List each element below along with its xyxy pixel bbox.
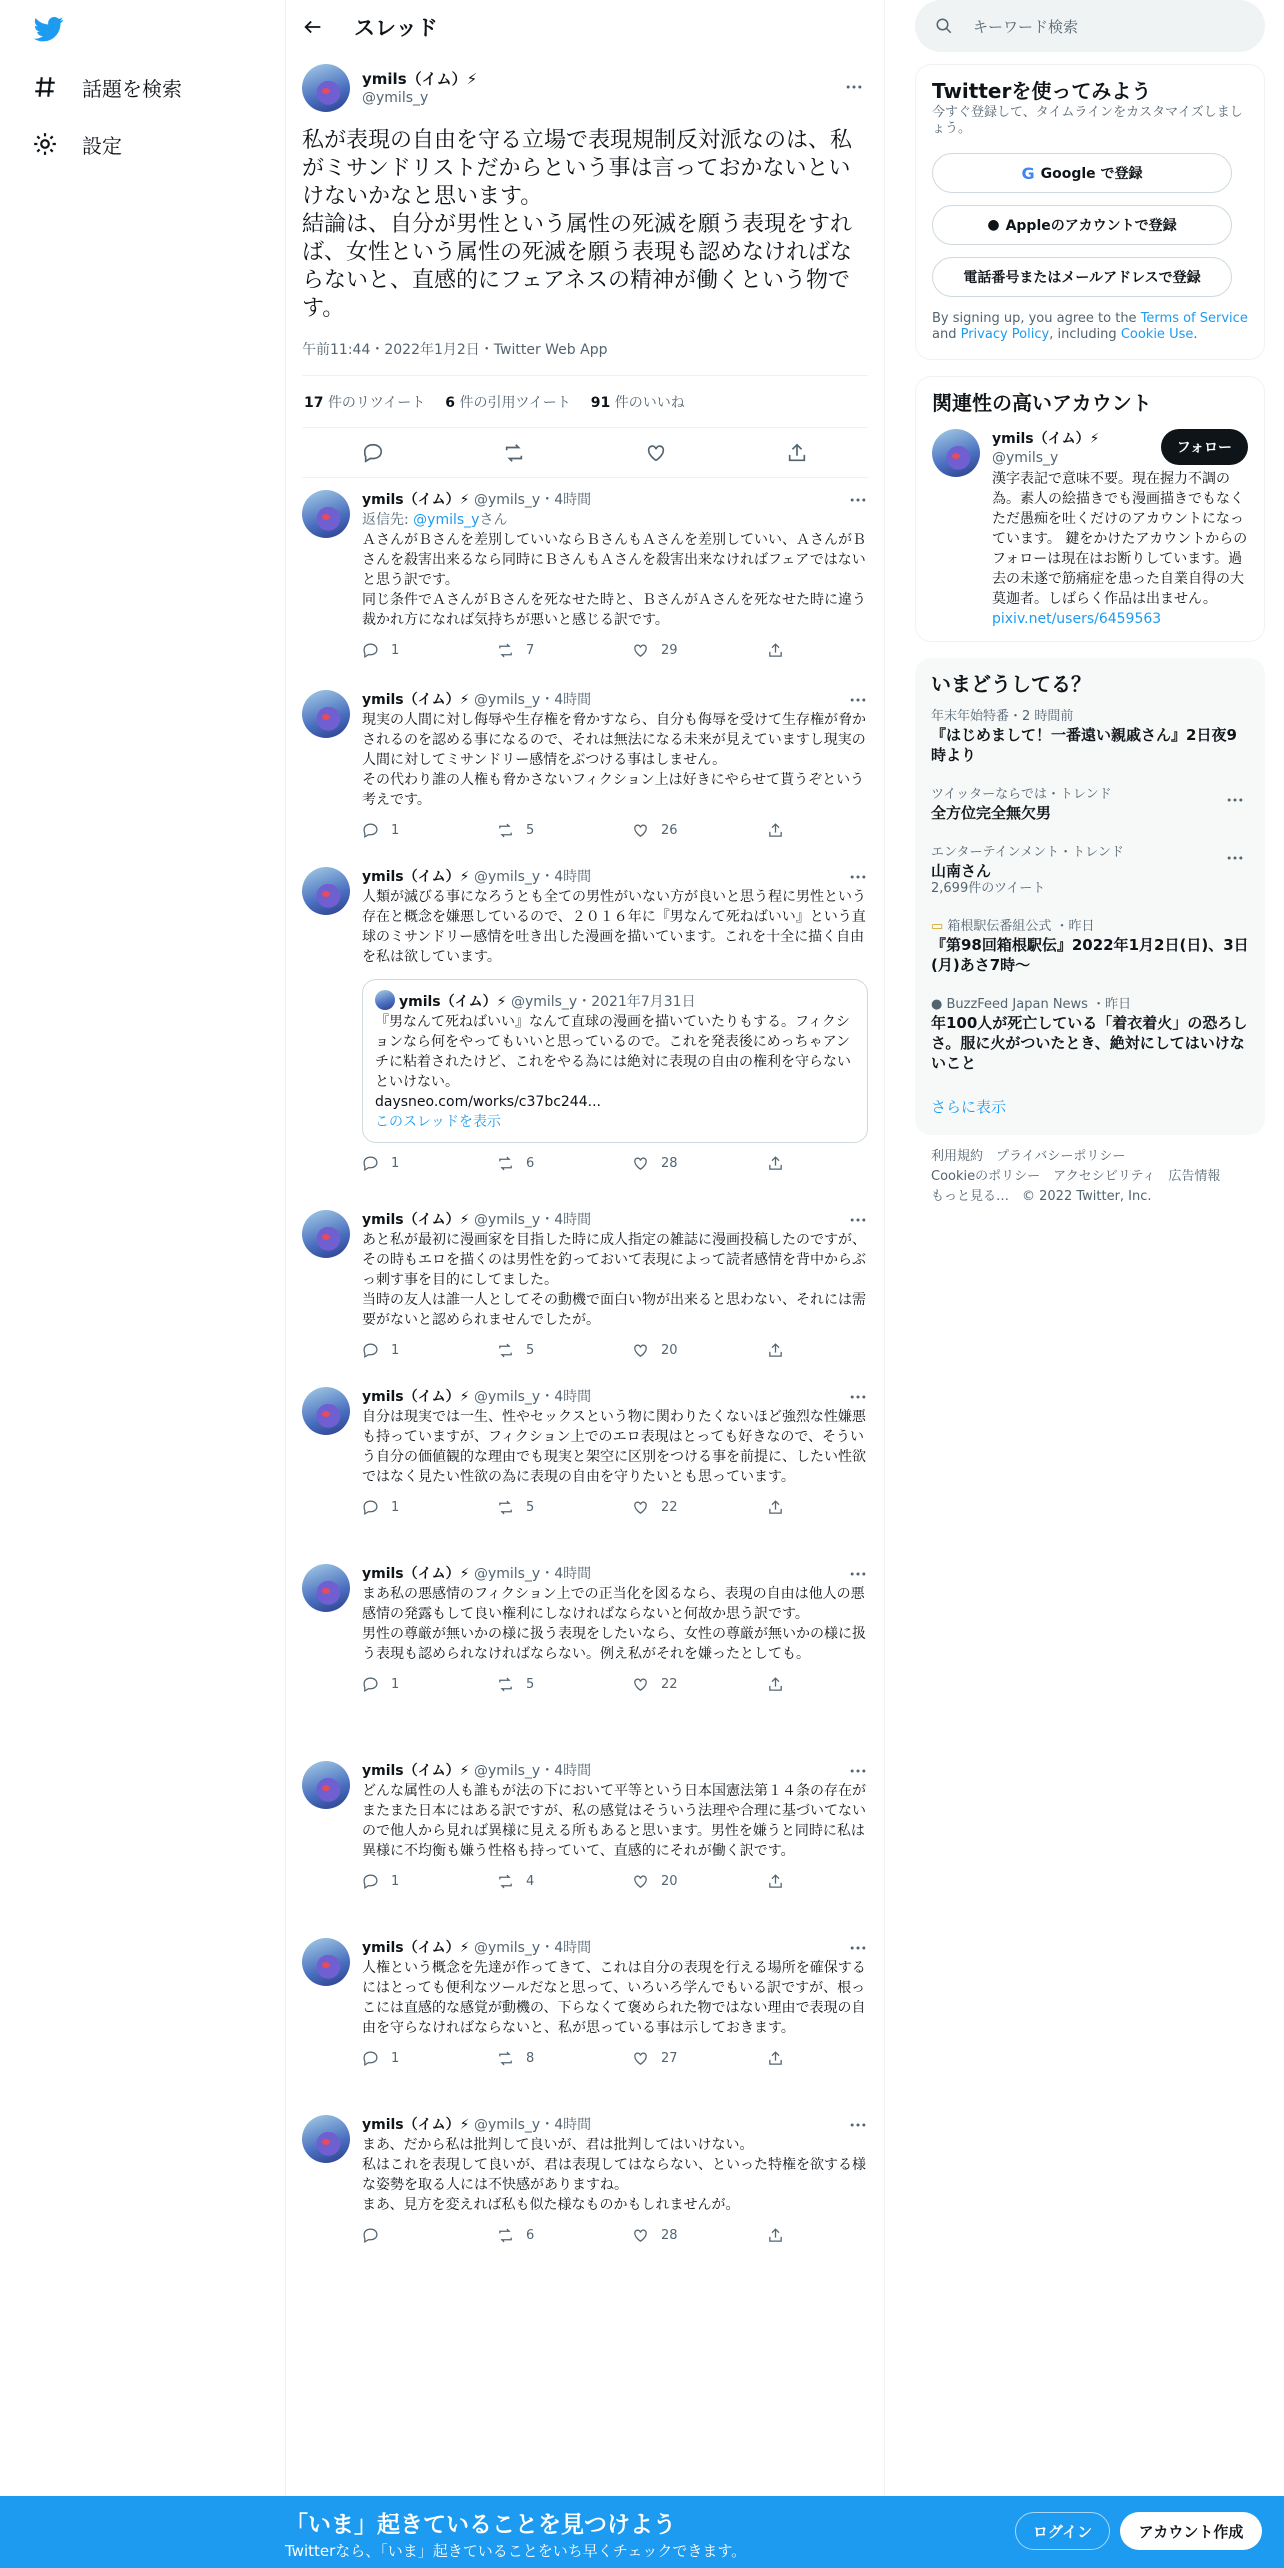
share-icon xyxy=(767,2227,784,2244)
show-thread-link[interactable]: このスレッドを表示 xyxy=(375,1114,501,1130)
retweet-button[interactable]: 7 xyxy=(497,642,632,659)
tweet-text: 自分は現実では一生、性やセックスという物に関わりたくないほど強烈な性嫌悪も持っていますが、フィクション上でのエロ表現はとっても好きなので、そういう自分の価値観的な理由でも現実と架空に区別をつける事を前提に、したい性欲ではなく見たい性欲の為に表現の自由を守りたいとも思っています。 xyxy=(362,1409,866,1485)
tweet-time[interactable]: ・4時間 xyxy=(540,1940,592,1956)
more-icon[interactable] xyxy=(848,690,868,710)
share-icon xyxy=(767,642,784,659)
retweet-button[interactable]: 5 xyxy=(497,822,632,839)
tweet-time[interactable]: ・4時間 xyxy=(540,692,592,708)
main-tweet xyxy=(286,53,884,478)
reply-button[interactable]: 1 xyxy=(362,1873,497,1890)
reply-tweet[interactable] xyxy=(302,867,868,1173)
terms-text: By signing up, you agree to the Terms of Service and Privacy Policy, including Cookie Use. xyxy=(932,311,1248,342)
tweet-time[interactable]: ・4時間 xyxy=(540,869,592,885)
tweet-stats xyxy=(302,376,868,428)
privacy-link[interactable]: Privacy Policy xyxy=(960,327,1050,342)
like-button[interactable]: 22 xyxy=(632,1676,767,1693)
username[interactable]: @ymils_y xyxy=(992,450,1059,466)
follow-button[interactable]: フォロー xyxy=(1161,429,1248,465)
like-button[interactable]: 22 xyxy=(632,1499,767,1516)
display-name[interactable]: ymils（イム）⚡ xyxy=(362,1389,470,1405)
share-button[interactable] xyxy=(767,2050,784,2067)
quote-text: 『男なんて死ねばいい』なんて直球の漫画を描いていたりもする。フィクションなら何をやってもいいと思っているので。これを発表後にめっちゃアンチに粘着されたけど、これをやる為には絶対に表現の自由の権利を守らないといけない。 xyxy=(375,1014,851,1090)
share-button[interactable] xyxy=(767,1873,784,1890)
nav-explore-label: 話題を検索 xyxy=(82,76,182,101)
terms-link[interactable]: Terms of Service xyxy=(1140,311,1248,326)
tweet-text: 人権という概念を先達が作ってきて、これは自分の表現を行える場所を確保するにはとっても便利なツールだなと思って、いろいろ学んでもいる訳ですが、根っこには直感的な感覚が動機の、下らなくて褒められた物ではない理由で表現の自由を守らなければならないと、私が思っている事は示しておきます。 xyxy=(362,1960,866,2036)
share-icon xyxy=(767,1873,784,1890)
footer-line[interactable]: Cookieのポリシー アクセシビリティ 広告情報 xyxy=(931,1169,1221,1184)
twitter-logo-icon[interactable] xyxy=(32,14,66,44)
share-button[interactable] xyxy=(767,822,784,839)
reply-button[interactable]: 1 xyxy=(362,1676,497,1693)
quote-stat[interactable]: 6 件の引用ツイート xyxy=(445,394,571,411)
trend-item[interactable]: 年末年始特番・2 時間前 『はじめまして！一番遠い親戚さん』2日夜9時より xyxy=(931,709,1237,764)
tweet-text: 人類が滅びる事になろうとも全ての男性がいない方が良いと思う程に男性という存在と概念を嫌悪しているので、２０１６年に『男なんて死ねばいい』という直球のミサンドリー感情を吐き出した漫画を描いています。これを十全に描く自由を私は欲しています。 xyxy=(362,889,866,965)
quote-tweet[interactable] xyxy=(362,979,868,1143)
reply-icon xyxy=(362,1155,379,1172)
retweet-button[interactable]: 5 xyxy=(497,1676,632,1693)
reply-button[interactable]: 1 xyxy=(362,1342,497,1359)
tweet-text: あと私が最初に漫画家を目指した時に成人指定の雑誌に漫画投稿したのですが、その時もエロを描くのは男性を釣っておいて表現によって読者感情を背中からぶっ刺す事を目的にしてました。 当時の友人は誰一人としてその動機で面白い物が出来ると思わない、それには需要がないと認められませんでしたが。 xyxy=(362,1232,866,1328)
signup-card xyxy=(915,64,1265,360)
tweet-text: 現実の人間に対し侮辱や生存権を脅かすなら、自分も侮辱を受けて生存権が脅かされるのを認める事になるので、それは無法になる未来が見えていますし現実の人間に対してミサンドリー感情をぶつける事はしません。 その代わり誰の人権も脅かさないフィクション上は好きにやらせて貰うぞという考えです。 xyxy=(362,712,866,808)
retweet-icon xyxy=(497,1342,514,1359)
share-button[interactable] xyxy=(767,1499,784,1516)
username[interactable]: @ymils_y xyxy=(362,90,429,106)
reply-button[interactable]: 1 xyxy=(362,1499,497,1516)
like-icon xyxy=(632,1155,649,1172)
share-icon[interactable] xyxy=(786,442,808,464)
tweet-actions xyxy=(302,428,868,478)
tweet-time[interactable]: ・4時間 xyxy=(540,1389,592,1405)
avatar[interactable] xyxy=(932,429,980,477)
retweet-button[interactable]: 6 xyxy=(497,2227,632,2244)
reply-button[interactable] xyxy=(362,2227,497,2244)
login-button[interactable]: ログイン xyxy=(1015,2512,1110,2550)
avatar[interactable] xyxy=(302,1564,350,1612)
share-icon xyxy=(767,1499,784,1516)
share-button[interactable] xyxy=(767,2227,784,2244)
page-title: スレッド xyxy=(354,15,438,40)
like-icon xyxy=(632,642,649,659)
search-box[interactable] xyxy=(915,0,1265,52)
footer-line[interactable]: もっと見る… © 2022 Twitter, Inc. xyxy=(931,1189,1152,1204)
tweet-time: ・2021年7月31日 xyxy=(577,994,696,1010)
google-icon: G xyxy=(1021,163,1035,183)
avatar[interactable] xyxy=(302,1761,350,1809)
footer-links xyxy=(915,1135,1265,1219)
retweet-button[interactable]: 5 xyxy=(497,1342,632,1359)
search-input[interactable]: キーワード検索 xyxy=(973,17,1079,36)
like-button[interactable]: 29 xyxy=(632,642,767,659)
reply-tweet[interactable] xyxy=(302,490,868,660)
more-icon[interactable] xyxy=(848,867,868,887)
nav-settings[interactable] xyxy=(32,124,122,164)
hashtag-icon xyxy=(32,74,58,100)
share-button[interactable] xyxy=(767,642,784,659)
reply-to-user-link[interactable]: @ymils_y xyxy=(413,512,480,528)
tweet-time[interactable]: ・4時間 xyxy=(540,1763,592,1779)
tweet-timestamp[interactable]: 午前11:44・2022年1月2日・Twitter Web App xyxy=(302,339,868,376)
reply-tweet[interactable] xyxy=(302,1761,868,1891)
phone-signup-button[interactable]: 電話番号またはメールアドレスで登録 xyxy=(932,257,1232,297)
back-arrow-icon[interactable] xyxy=(302,16,324,38)
avatar xyxy=(375,990,395,1010)
share-icon xyxy=(767,1676,784,1693)
bio-link[interactable]: pixiv.net/users/6459563 xyxy=(992,611,1162,627)
retweet-icon xyxy=(497,1499,514,1516)
related-title: 関連性の高いアカウント xyxy=(932,391,1152,415)
reply-tweet[interactable] xyxy=(302,690,868,840)
like-icon xyxy=(632,1873,649,1890)
reply-button[interactable]: 1 xyxy=(362,2050,497,2067)
more-icon[interactable] xyxy=(848,2115,868,2135)
retweet-icon xyxy=(497,2227,514,2244)
more-icon[interactable] xyxy=(1225,790,1245,810)
nav-explore[interactable] xyxy=(32,67,182,107)
more-icon[interactable] xyxy=(848,1564,868,1584)
reply-tweet[interactable] xyxy=(302,1210,868,1360)
avatar[interactable] xyxy=(302,2115,350,2163)
share-icon xyxy=(767,822,784,839)
retweet-button[interactable]: 6 xyxy=(497,1155,632,1172)
trends-card xyxy=(915,658,1265,1135)
reply-icon xyxy=(362,1342,379,1359)
footer-line[interactable]: 利用規約 プライバシーポリシー xyxy=(931,1149,1126,1164)
nav-settings-label: 設定 xyxy=(82,133,122,158)
username[interactable]: @ymils_y xyxy=(473,1212,541,1228)
avatar[interactable] xyxy=(302,1938,350,1986)
apple-icon: ● xyxy=(987,217,1000,233)
reply-icon xyxy=(362,822,379,839)
show-more-link[interactable]: さらに表示 xyxy=(931,1098,1007,1116)
retweet-icon xyxy=(497,2050,514,2067)
share-icon xyxy=(767,1342,784,1359)
display-name[interactable]: ymils（イム）⚡ xyxy=(362,1566,470,1582)
trend-item[interactable]: エンターテインメント・トレンド 山南さん 2,699件のツイート xyxy=(931,834,1249,908)
display-name: ymils（イム）⚡ xyxy=(399,994,507,1010)
cookie-link[interactable]: Cookie Use xyxy=(1120,327,1194,342)
like-icon xyxy=(632,822,649,839)
tweet-text: まあ私の悪感情のフィクション上での正当化を図るなら、表現の自由は他人の悪感情の発露もして良い権利にしなければならないと何故か思う訳です。 男性の尊厳が無いかの様に扱う表現をしたいなら、女性の尊厳が無いかの様に扱う表現も認められなければならない。例え私がそれを嫌ったとしても。 xyxy=(362,1586,866,1662)
reply-icon xyxy=(362,2227,379,2244)
related-bio: 漢字表記で意味不要。現在握力不調の為。素人の絵描きでも漫画描きでもなくただ愚痴を吐くだけのアカウントになっています。 鍵をかけたアカウントからのフォローは現在はお断りしています。過去の未遂で筋痛症を患った自業自得の大莫迦者。しばらく作品は出ません。 xyxy=(992,471,1248,607)
retweet-icon[interactable] xyxy=(503,442,525,464)
share-button[interactable] xyxy=(767,1342,784,1359)
reply-tweet[interactable] xyxy=(302,1387,868,1517)
like-icon xyxy=(632,1676,649,1693)
avatar[interactable] xyxy=(302,490,350,538)
gear-icon xyxy=(32,131,58,157)
related-accounts xyxy=(915,376,1265,642)
right-sidebar xyxy=(915,0,1265,1219)
signup-sub: 今すぐ登録して、タイムラインをカスタマイズしましょう。 xyxy=(932,105,1243,136)
reply-icon xyxy=(362,2050,379,2067)
tweet-text: まあ、だから私は批判して良いが、君は批判してはいけない。 私はこれを表現して良いが、君は表現してはならない、といった特権を欲する様な姿勢を取る人には不快感がありますね。 まあ、見方を変えれば私も似た様なものかもしれませんが。 xyxy=(362,2137,866,2213)
retweet-button[interactable]: 8 xyxy=(497,2050,632,2067)
reply-button[interactable]: 1 xyxy=(362,822,497,839)
like-icon xyxy=(632,1499,649,1516)
reply-icon xyxy=(362,1676,379,1693)
display-name[interactable]: ymils（イム）⚡ xyxy=(362,70,478,88)
apple-signup-button[interactable]: ● Appleのアカウントで登録 xyxy=(932,205,1232,245)
trend-item[interactable]: ● BuzzFeed Japan News ・昨日 年100人が死亡している「着衣着火」の恐ろしさ。服に火がついたとき、絶対にしてはいけないこと xyxy=(931,997,1248,1072)
retweet-button[interactable]: 4 xyxy=(497,1873,632,1890)
tweet-time[interactable]: ・4時間 xyxy=(540,2117,592,2133)
like-stat[interactable]: 91 件のいいね xyxy=(590,394,685,411)
avatar[interactable] xyxy=(302,867,350,915)
thread-column xyxy=(285,0,885,2496)
tweet-time[interactable]: ・4時間 xyxy=(540,1212,592,1228)
search-icon xyxy=(935,17,953,35)
tweet-text: どんな属性の人も誰もが法の下において平等という日本国憲法第１４条の存在がまたまた日本にはある訳ですが、私の感覚はそういう法理や合理に基づいてないので他人から見れば異様に見える所もあると思います。男性を嫌うと同時に私は異様に不均衡も嫌う性格も持っていて、直感的にそれが働く訳です。 xyxy=(362,1783,866,1859)
like-button[interactable]: 20 xyxy=(632,1342,767,1359)
thread-header xyxy=(286,0,884,53)
signup-title: Twitterを使ってみよう xyxy=(932,79,1152,103)
username[interactable]: @ymils_y xyxy=(473,2117,541,2133)
tweet-time[interactable]: ・4時間 xyxy=(540,1566,592,1582)
more-icon[interactable] xyxy=(848,1938,868,1958)
username[interactable]: @ymils_y xyxy=(473,1940,541,1956)
more-icon[interactable] xyxy=(848,1761,868,1781)
avatar[interactable] xyxy=(302,1210,350,1258)
trends-title: いまどうしてる？ xyxy=(931,672,1091,696)
display-name[interactable]: ymils（イム）⚡ xyxy=(992,431,1100,447)
display-name[interactable]: ymils（イム）⚡ xyxy=(362,492,470,508)
like-icon xyxy=(632,2227,649,2244)
quote-link[interactable]: daysneo.com/works/c37bc244... xyxy=(375,1094,601,1110)
share-icon xyxy=(767,2050,784,2067)
avatar[interactable] xyxy=(302,690,350,738)
like-icon xyxy=(632,1342,649,1359)
username[interactable]: @ymils_y xyxy=(473,1389,541,1405)
banner-subtitle: Twitterなら、「いま」起きていることをいち早くチェックできます。 xyxy=(285,2542,747,2560)
retweet-icon xyxy=(497,1676,514,1693)
bottom-banner xyxy=(0,2496,1284,2568)
display-name[interactable]: ymils（イム）⚡ xyxy=(362,869,470,885)
reply-tweet[interactable] xyxy=(302,1938,868,2068)
related-account[interactable] xyxy=(932,429,1248,629)
more-icon[interactable] xyxy=(848,1210,868,1230)
reply-to: 返信先: @ymils_yさん xyxy=(362,512,508,528)
more-icon[interactable] xyxy=(848,1387,868,1407)
reply-icon xyxy=(362,1499,379,1516)
avatar[interactable] xyxy=(302,1387,350,1435)
like-button[interactable]: 28 xyxy=(632,2227,767,2244)
reply-tweet[interactable] xyxy=(302,2115,868,2245)
display-name[interactable]: ymils（イム）⚡ xyxy=(362,1212,470,1228)
banner-title: 「いま」起きていることを見つけよう xyxy=(285,2512,676,2538)
retweet-icon xyxy=(497,822,514,839)
display-name[interactable]: ymils（イム）⚡ xyxy=(362,2117,470,2133)
like-button[interactable]: 20 xyxy=(632,1873,767,1890)
like-button[interactable]: 27 xyxy=(632,2050,767,2067)
more-icon[interactable] xyxy=(848,490,868,510)
retweet-icon xyxy=(497,1873,514,1890)
buzzfeed-icon: ● xyxy=(931,997,947,1012)
display-name[interactable]: ymils（イム）⚡ xyxy=(362,1763,470,1779)
news-icon: ▭ xyxy=(931,919,948,934)
display-name[interactable]: ymils（イム）⚡ xyxy=(362,1940,470,1956)
like-button[interactable]: 26 xyxy=(632,822,767,839)
reply-tweet[interactable] xyxy=(302,1564,868,1694)
share-icon xyxy=(767,1155,784,1172)
reply-icon xyxy=(362,1873,379,1890)
avatar[interactable] xyxy=(302,64,350,112)
retweet-button[interactable]: 5 xyxy=(497,1499,632,1516)
google-signup-button[interactable]: G Google で登録 xyxy=(932,153,1232,193)
like-icon[interactable] xyxy=(645,442,667,464)
retweet-stat[interactable]: 17 件のリツイート xyxy=(304,394,426,411)
username[interactable]: @ymils_y xyxy=(473,1763,541,1779)
tweet-time[interactable]: ・4時間 xyxy=(540,492,592,508)
share-button[interactable] xyxy=(767,1676,784,1693)
tweet-text: ＡさんがＢさんを差別していいならＢさんもＡさんを差別していい、ＡさんがＢさんを殺害出来るなら同時にＢさんもＡさんを殺害出来なければフェアではないと思う訳です。 同じ条件でＡさんがＢさんを死なせた時と、ＢさんがＡさんを死なせた時に違う裁かれ方になれば気持ちが悪いと感じる訳です。 xyxy=(362,532,866,628)
reply-button[interactable]: 1 xyxy=(362,642,497,659)
username: @ymils_y xyxy=(510,994,578,1010)
more-icon[interactable] xyxy=(844,77,864,97)
display-name[interactable]: ymils（イム）⚡ xyxy=(362,692,470,708)
username[interactable]: @ymils_y xyxy=(473,492,541,508)
left-nav xyxy=(0,0,285,2496)
trend-item[interactable]: ツイッターならでは・トレンド 全方位完全無欠男 xyxy=(931,776,1249,834)
reply-button[interactable]: 1 xyxy=(362,1155,497,1172)
tweet-text: 私が表現の自由を守る立場で表現規制反対派なのは、私がミサンドリストだからという事は言っておかないといけないかなと思います。 結論は、自分が男性という属性の死滅を願う表現をすれば、女性という属性の死滅を願う表現も認めなければならないと、直感的にフェアネスの精神が働くという物です。 xyxy=(302,128,853,321)
retweet-icon xyxy=(497,642,514,659)
like-icon xyxy=(632,2050,649,2067)
trend-item[interactable]: ▭ 箱根駅伝番組公式 ・昨日 『第98回箱根駅伝』2022年1月2日(日)、3日(月)あさ7時～ xyxy=(931,919,1249,974)
like-button[interactable]: 28 xyxy=(632,1155,767,1172)
username[interactable]: @ymils_y xyxy=(473,692,541,708)
username[interactable]: @ymils_y xyxy=(473,869,541,885)
username[interactable]: @ymils_y xyxy=(473,1566,541,1582)
reply-icon xyxy=(362,642,379,659)
more-icon[interactable] xyxy=(1225,848,1245,868)
share-button[interactable] xyxy=(767,1155,784,1172)
signup-button[interactable]: アカウント作成 xyxy=(1120,2512,1262,2550)
retweet-icon xyxy=(497,1155,514,1172)
reply-icon[interactable] xyxy=(362,442,384,464)
